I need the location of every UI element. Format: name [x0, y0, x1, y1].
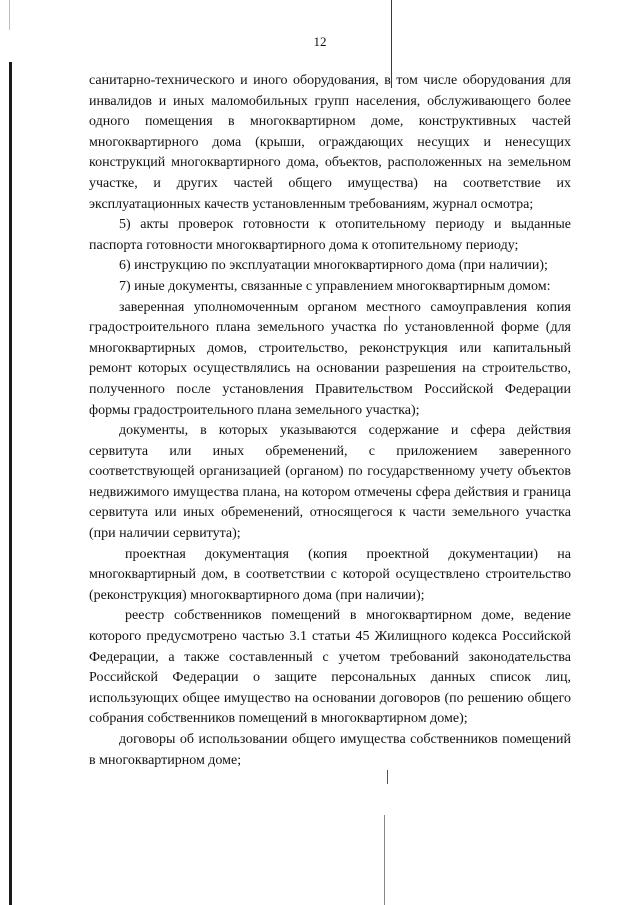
paragraph: документы, в которых указываются содержание и сфера действия сервитута или иных обременений, с приложением заверенного соответствующей организацией (органом) по государственному учету объектов недвижимого имущества плана, на котором отмечены сфера действия и граница сервитута или иных обременений, относящегося к части земельного участка (при наличии сервитута);	[89, 423, 571, 542]
paragraph: заверенная уполномоченным органом местного самоуправления копия градостроительного плана земельного участка по установленной форме (для многоквартирных домов, строительство, реконструкция или капитальный ремонт которых осуществлялись на основании разрешения на строительство, полученного после установления Правительством Российской Федерации формы градостроительного плана земельного участка);	[89, 299, 571, 418]
scan-artifact-top-left	[9, 0, 10, 30]
paragraph: проектная документация (копия проектной документации) на многоквартирный дом, в соответствии с которой осуществлено строительство (реконструкция) многоквартирного дома (при наличии);	[89, 546, 571, 603]
scan-artifact-left-edge	[9, 62, 12, 905]
paragraph: договоры об использовании общего имущества собственников помещений в многоквартирном доме;	[89, 732, 571, 768]
paragraph: 6) инструкцию по эксплуатации многоквартирного дома (при наличии);	[119, 258, 548, 274]
document-body	[89, 71, 571, 771]
paragraph: санитарно-технического и иного оборудования, в том числе оборудования для инвалидов и иных маломобильных групп населения, обслуживающего более одного помещения в многоквартирном доме, конструктивных частей многоквартирного дома (крыши, ограждающих несущих и ненесущих конструкций многоквартирного дома, объектов, расположенных на земельном участке, и других частей общего имущества) на соответствие их эксплуатационных качеств установленным требованиям, журнал осмотра;	[89, 73, 571, 212]
paragraph: 7) иные документы, связанные с управлением многоквартирным домом:	[119, 278, 551, 294]
page-number: 12	[313, 34, 327, 49]
scan-artifact-tick	[387, 770, 388, 784]
paragraph: реестр собственников помещений в многоквартирном доме, ведение которого предусмотрено частью 3.1 статьи 45 Жилищного кодекса Российской Федерации, а также составленный с учетом требований законодательства Российской Федерации о защите персональных данных список лиц, использующих общее имущество на основании договоров (по решению общего собрания собственников помещений в многоквартирном доме);	[89, 608, 571, 727]
scan-artifact-tick	[384, 815, 385, 905]
paragraph: 5) акты проверок готовности к отопительному периоду и выданные паспорта готовности многоквартирного дома к отопительному периоду;	[89, 217, 571, 253]
